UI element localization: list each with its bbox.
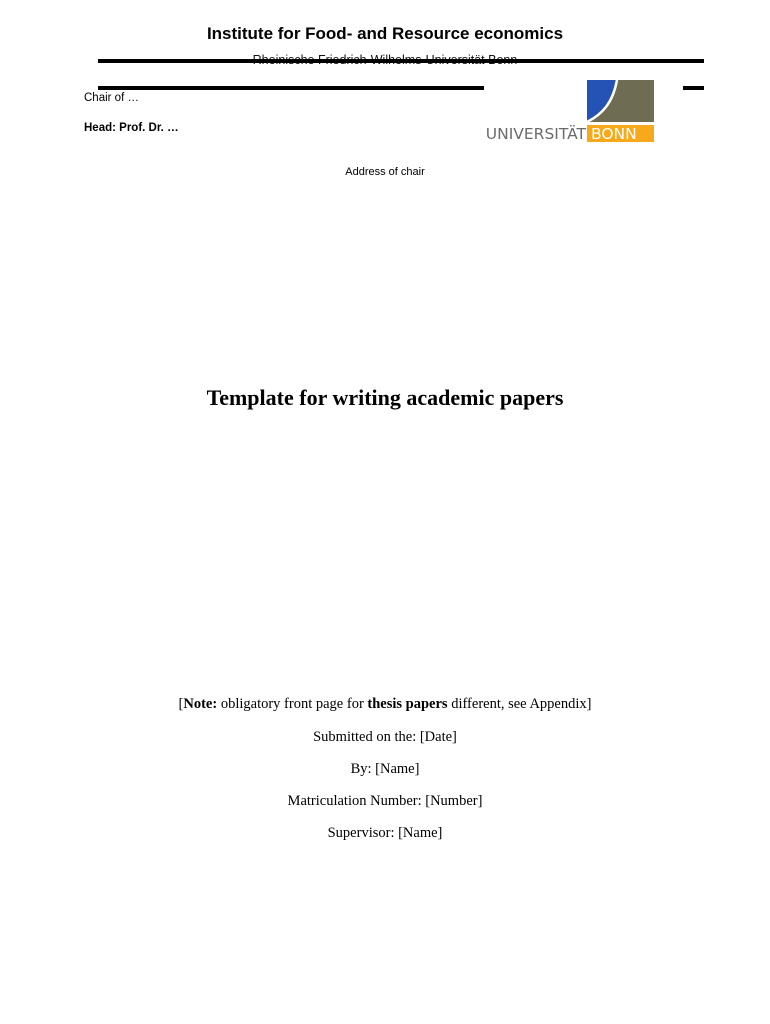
note-open: [ [178, 696, 184, 712]
front-page-note [0, 696, 770, 713]
chair-address: Address of chair [345, 166, 425, 178]
header-rule-left [98, 86, 484, 90]
chair-head: Head: Prof. Dr. … [84, 122, 179, 134]
institute-title: Institute for Food- and Resource economics [206, 24, 564, 43]
document-title: Template for writing academic papers [206, 385, 564, 410]
supervisor-name: Supervisor: [Name] [327, 825, 443, 841]
matriculation-number: Matriculation Number: [Number] [287, 793, 483, 809]
header-rule-right [683, 86, 704, 90]
university-logo-graphic [483, 80, 655, 144]
header-rule-top [98, 59, 704, 63]
logo-text-universitat: UNIVERSITÄT [485, 125, 586, 143]
chair-name: Chair of … [84, 92, 139, 104]
note-label: Note: [183, 696, 218, 712]
note-bold: thesis papers [367, 696, 448, 712]
author-name: By: [Name] [350, 761, 420, 777]
note-text-2: different, see Appendix] [447, 696, 592, 712]
logo-text-bonn: BONN [591, 125, 637, 143]
university-bonn-logo [483, 80, 655, 144]
note-text-1: obligatory front page for [217, 696, 368, 712]
submitted-date: Submitted on the: [Date] [313, 729, 457, 745]
